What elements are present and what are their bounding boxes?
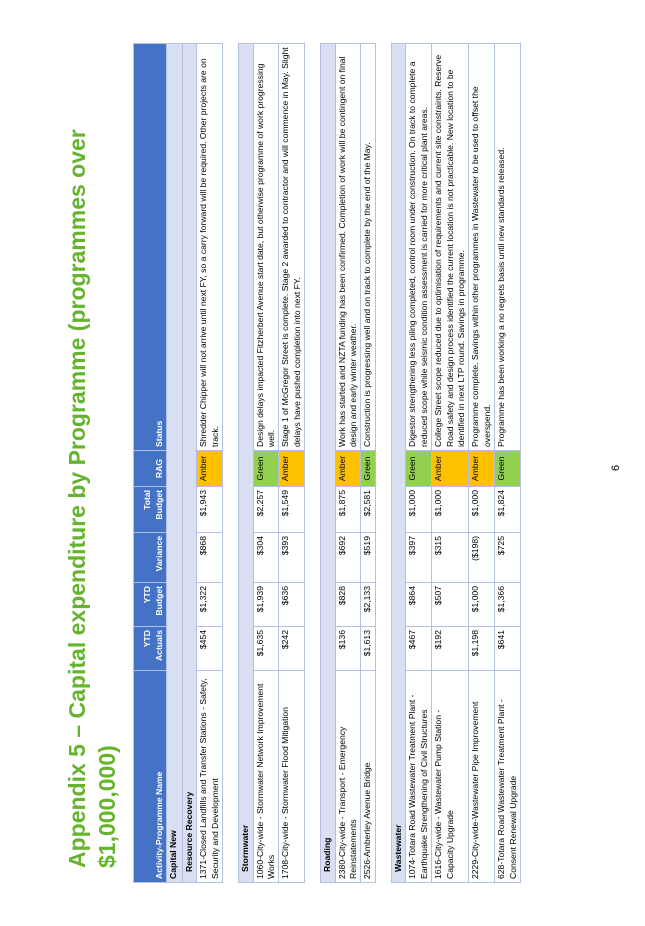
total-budget: $1,000 [469,487,495,533]
ytd-budget: $1,000 [469,583,495,627]
programme-name: 1060-City-wide - Stormwater Network Improvement Works [253,671,279,883]
total-budget: $1,549 [279,487,305,533]
total-budget: $1,000 [432,487,469,533]
table-header-row [134,44,167,883]
page-number: 6 [610,464,622,471]
status-text: Programme complete. Savings within other programmes in Wastewater to be used to offset the overspend. [469,44,495,451]
status-text: Shredder Chipper will not arrive until next FY, so a carry forward will be required. Other projects are on track. [197,44,223,451]
rag-badge: Green [406,451,432,487]
rag-badge: Amber [469,451,495,487]
ytd-actuals: $1,635 [253,627,279,671]
total-budget: $2,257 [253,487,279,533]
page-title: Appendix 5 – Capital expenditure by Programme (programmes over $1,000,000) [64,129,120,868]
ytd-budget: $507 [432,583,469,627]
total-budget: $1,824 [495,487,521,533]
col-header-name: Activity-Programme Name [134,671,167,883]
ytd-actuals: $242 [279,627,305,671]
programme-name: 628-Totara Road Wastewater Treatment Plant - Consent Renewal Upgrade [495,671,521,883]
ytd-budget: $1,322 [197,583,223,627]
ytd-actuals: $192 [432,627,469,671]
programme-name: 1708-City-wide - Stormwater Flood Mitigation [279,671,305,883]
variance: $868 [197,533,223,583]
status-text: Design delays impacted Fitzherbert Avenue start date, but otherwise programme of work progressing well. [253,44,279,451]
variance: $725 [495,533,521,583]
status-text: Work has started and NZTA funding has been confirmed. Completion of work will be contingent on final design and early winter weather. [335,44,361,451]
ytd-budget: $828 [335,583,361,627]
spacer [375,44,391,883]
ytd-budget: $864 [406,583,432,627]
rag-badge: Green [253,451,279,487]
spacer [305,44,321,883]
ytd-actuals: $467 [406,627,432,671]
variance: $393 [279,533,305,583]
table-row [279,44,305,883]
spacer [223,44,239,883]
table-row [335,44,361,883]
rag-badge: Amber [432,451,469,487]
variance: $304 [253,533,279,583]
table-row [495,44,521,883]
status-text: Programme has been working a no regrets basis until new standards released. [495,44,521,451]
ytd-actuals: $1,613 [361,627,375,671]
section-wastewater: Wastewater [391,44,405,883]
total-budget: $1,943 [197,487,223,533]
table-row [406,44,432,883]
rag-badge: Green [495,451,521,487]
ytd-budget: $2,133 [361,583,375,627]
total-budget: $1,875 [335,487,361,533]
col-header-ytd-budget: YTD Budget [134,583,167,627]
table-row [469,44,495,883]
programme-name: 1074-Totara Road Wastewater Treatment Plant - Earthquake Strengthening of Civil Structures [406,671,432,883]
table-row [253,44,279,883]
programme-name: 1616-City-wide - Wastewater Pump Station - Capacity Upgrade [432,671,469,883]
col-header-status: Status [134,44,167,451]
status-text: College Street scope reduced due to optimisation of requirements and current site constraints. Reserve Road safety and design process identified the current location is not practicable. New location to be identified in next LTP round. Savings in programme. [432,44,469,451]
status-text: Construction is progressing well and on track to complete by the end of the May. [361,44,375,451]
variance: $519 [361,533,375,583]
total-budget: $1,000 [406,487,432,533]
table-row [197,44,223,883]
rag-badge: Amber [197,451,223,487]
ytd-actuals: $136 [335,627,361,671]
section-capital-new: Capital New [167,44,183,883]
variance: ($198) [469,533,495,583]
col-header-variance: Variance [134,533,167,583]
programme-name: 1371-Closed Landfills and Transfer Stations - Safety, Security and Development [197,671,223,883]
rag-badge: Amber [279,451,305,487]
status-text: Stage 1 of McGregor Street is complete. Stage 2 awarded to contractor and will commence in May. Slight delays have pushed completion into next FY. [279,44,305,451]
ytd-actuals: $641 [495,627,521,671]
status-text: Digestor strengthening less piling completed, control room under construction. On track to complete a reduced scope while seismic condition assessment is carried for more critical plant areas. [406,44,432,451]
col-header-total-budget: Total Budget [134,487,167,533]
programme-name: 2526-Amberley Avenue Bridge [361,671,375,883]
programme-name: 2380-City-wide - Transport - Emergency Reinstatements [335,671,361,883]
programme-name: 2229-City-wide-Wastewater Pipe Improvement [469,671,495,883]
ytd-budget: $1,939 [253,583,279,627]
section-resource-recovery: Resource Recovery [183,44,197,883]
ytd-budget: $1,366 [495,583,521,627]
rag-badge: Green [361,451,375,487]
ytd-budget: $636 [279,583,305,627]
capex-table [133,43,521,883]
section-stormwater: Stormwater [239,44,253,883]
ytd-actuals: $1,198 [469,627,495,671]
rag-badge: Amber [335,451,361,487]
table-row [361,44,375,883]
variance: $692 [335,533,361,583]
table-row [432,44,469,883]
col-header-rag: RAG [134,451,167,487]
total-budget: $2,581 [361,487,375,533]
section-roading: Roading [321,44,335,883]
ytd-actuals: $454 [197,627,223,671]
variance: $397 [406,533,432,583]
col-header-ytd-actuals: YTD Actuals [134,627,167,671]
variance: $315 [432,533,469,583]
